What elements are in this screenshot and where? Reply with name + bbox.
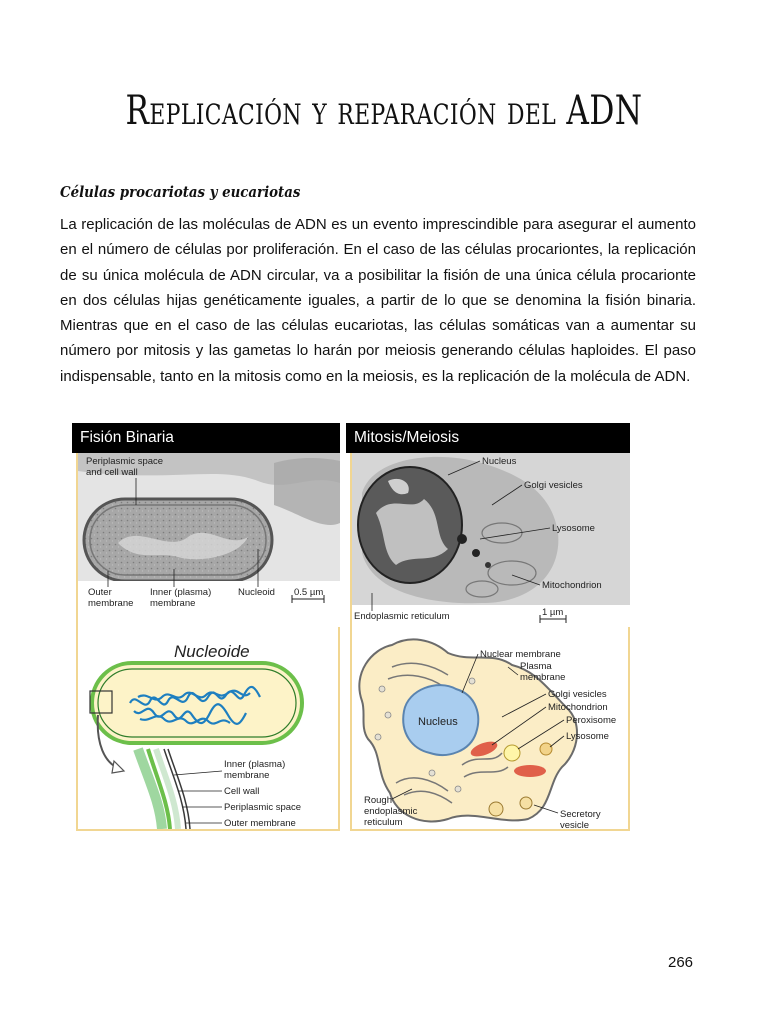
label-rough-er-3: reticulum bbox=[364, 817, 403, 828]
label-rough-er-2: endoplasmic bbox=[364, 806, 418, 817]
label-inner-membrane-em-2: membrane bbox=[150, 598, 196, 609]
label-nuclear-membrane: Nuclear membrane bbox=[480, 649, 561, 660]
label-golgi-diagram: Golgi vesicles bbox=[548, 689, 607, 700]
section-heading: Células procariotas y eucariotas bbox=[60, 184, 301, 201]
label-plasma-membrane-2: membrane bbox=[520, 672, 566, 683]
prokaryote-cell-diagram bbox=[92, 663, 302, 743]
figure-binary-fission bbox=[72, 423, 340, 831]
label-rough-er-1: Rough bbox=[364, 795, 392, 806]
label-outer-membrane-em-1: Outer bbox=[88, 587, 112, 598]
label-peroxisome: Peroxisome bbox=[566, 715, 617, 726]
body-paragraph: La replicación de las moléculas de ADN es un evento imprescindible para asegurar el aumento en el número de células por proliferación. En el caso de las células procariontes, la replicación de su única molécula de ADN circular, va a posibilitar la fisión de una única célula procarionte en dos células hijas genéticamente iguales, a partir de lo que se denomina la fisión binaria. Mientras que en el caso de las células eucariotas, las células somáticas van a aumentar su número por mitosis y las gametas lo harán por meiosis generando células haploides. El paso indispensable, tanto en la mitosis como en la meiosis, es la replicación de la molécula de ADN. bbox=[60, 216, 696, 385]
label-nucleus-diagram: Nucleus bbox=[418, 716, 458, 728]
label-inner-membrane-em-1: Inner (plasma) bbox=[150, 587, 212, 598]
label-nucleoid-em: Nucleoid bbox=[238, 587, 275, 598]
secretory-vesicle-1 bbox=[489, 802, 503, 816]
label-inner-membrane-diagram-1: Inner (plasma) bbox=[224, 759, 286, 770]
figure-body-binary-fission bbox=[76, 453, 340, 831]
mitochondrion-2 bbox=[514, 765, 546, 777]
peroxisome bbox=[504, 745, 520, 761]
label-lysosome-diagram: Lysosome bbox=[566, 731, 609, 742]
label-nucleus-em: Nucleus bbox=[482, 456, 517, 467]
figure-header-mitosis-meiosis: Mitosis/Meiosis bbox=[346, 423, 630, 453]
eukaryote-illustration bbox=[352, 453, 630, 829]
label-mitochondrion-em: Mitochondrion bbox=[542, 580, 602, 591]
page-title: Replicación y reparación del ADN bbox=[125, 88, 643, 134]
label-cell-wall: Cell wall bbox=[224, 786, 260, 797]
page-number: 266 bbox=[668, 954, 694, 971]
label-er-em: Endoplasmic reticulum bbox=[354, 611, 450, 622]
label-periplasmic-em-1: Periplasmic space bbox=[86, 456, 164, 467]
scale-bar-left: 0.5 µm bbox=[294, 587, 324, 598]
figure-body-mitosis-meiosis bbox=[350, 453, 630, 831]
label-inner-membrane-diagram-2: membrane bbox=[224, 770, 270, 781]
label-periplasmic-space: Periplasmic space bbox=[224, 802, 302, 813]
label-outer-membrane-diagram: Outer membrane bbox=[224, 818, 296, 829]
membrane-layers-closeup bbox=[138, 749, 190, 829]
label-plasma-membrane-1: Plasma bbox=[520, 661, 552, 672]
label-outer-membrane-em-2: membrane bbox=[88, 598, 134, 609]
label-secretory-vesicle-1: Secretory bbox=[560, 809, 601, 820]
secretory-vesicle-2 bbox=[520, 797, 532, 809]
lysosome-1 bbox=[540, 743, 552, 755]
label-lysosome-em: Lysosome bbox=[552, 523, 595, 534]
label-mitochondrion-diagram: Mitochondrion bbox=[548, 702, 608, 713]
label-secretory-vesicle-2: vesicle bbox=[560, 820, 590, 829]
scale-bar-right: 1 µm bbox=[542, 607, 564, 618]
figure-header-binary-fission: Fisión Binaria bbox=[72, 423, 340, 453]
label-periplasmic-em-2: and cell wall bbox=[86, 467, 138, 478]
figure-mitosis-meiosis bbox=[346, 423, 630, 831]
label-nucleoide: Nucleoide bbox=[174, 642, 250, 661]
label-golgi-em: Golgi vesicles bbox=[524, 480, 583, 491]
binary-fission-illustration bbox=[78, 453, 340, 829]
